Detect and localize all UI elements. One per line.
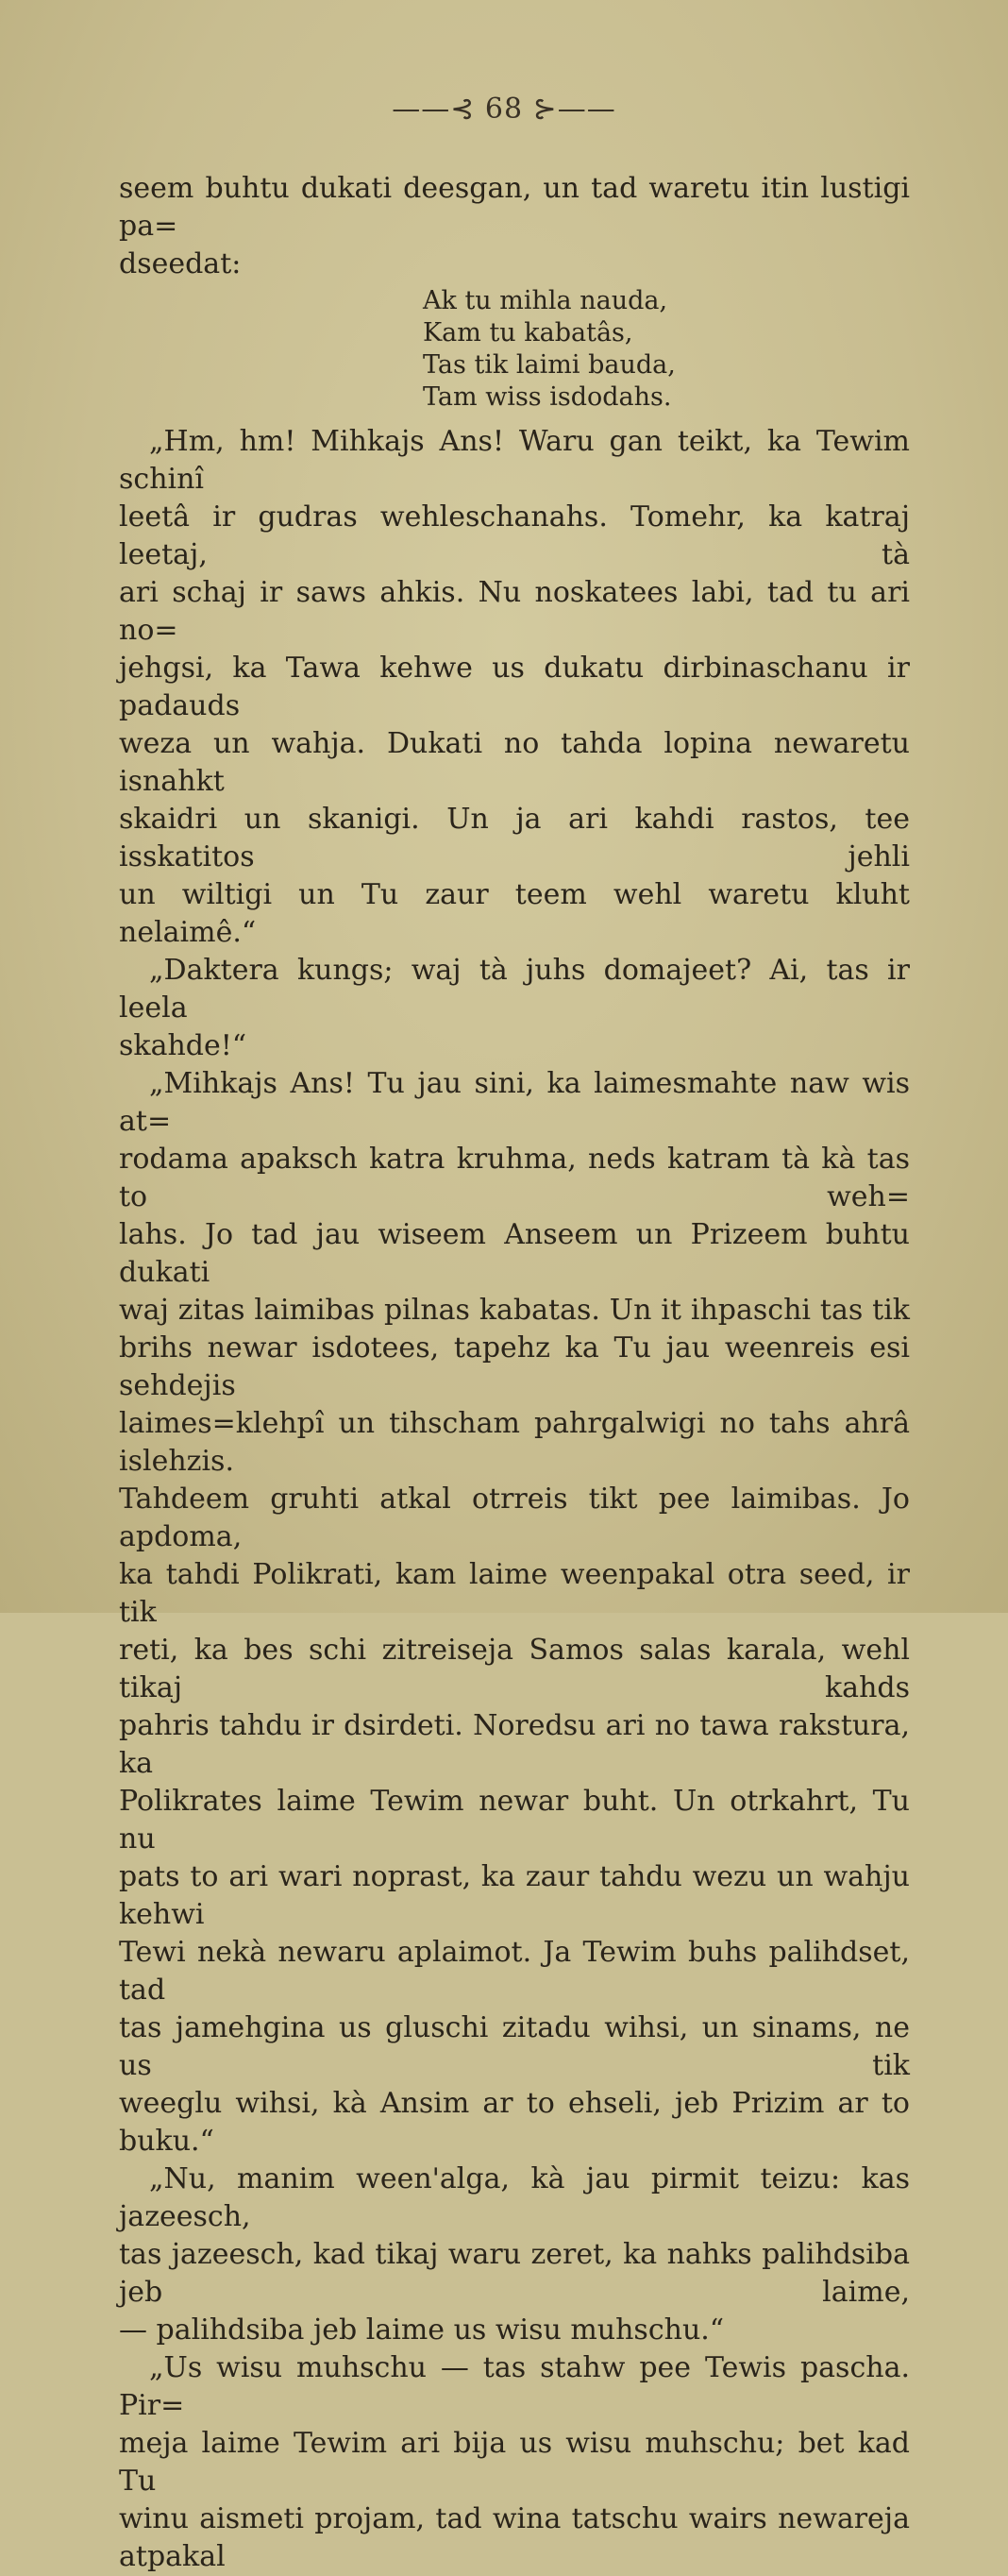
- text-line: „Mihkajs Ans! Tu jau sini, ka laimesmahte naw wis at=: [119, 1067, 910, 1138]
- verse-line: Tam wiss isdodahs.: [423, 382, 672, 412]
- text-line: Tahdeem gruhti atkal otrreis tikt pee laimibas. Jo apdoma,: [119, 1483, 910, 1553]
- text-line: laimes=klehpî un tihscham pahrgalwigi no tahs ahrâ islehzis.: [119, 1407, 910, 1478]
- text-line: pahris tahdu ir dsirdeti. Noredsu ari no tawa rakstura, ka: [119, 1709, 910, 1780]
- text-line: tas jazeesch, kad tikaj waru zeret, ka nahks palihdsiba jeb laime,: [119, 2238, 910, 2309]
- text-line: pats to ari wari noprast, ka zaur tahdu wezu un wahju kehwi: [119, 1860, 910, 1931]
- text-line: rodama apaksch katra kruhma, neds katram tà kà tas to weh=: [119, 1143, 910, 1213]
- text-line: weeglu wihsi, kà Ansim ar to ehseli, jeb Prizim ar to buku.“: [119, 2087, 910, 2158]
- text-line: winu aismeti projam, tad wina tatschu wairs newareja atpakal: [119, 2502, 910, 2573]
- text-line: ari schaj ir saws ahkis. Nu noskatees labi, tad tu ari no=: [119, 576, 910, 647]
- text-line: jehgsi, ka Tawa kehwe us dukatu dirbinaschanu ir padauds: [119, 652, 910, 722]
- text-line: „Nu, manim ween'alga, kà jau pirmit teizu: kas jazeesch,: [119, 2162, 910, 2233]
- verse-block: [423, 283, 910, 423]
- page-number: ——⊰ 68 ⊱——: [392, 93, 616, 126]
- text-line: reti, ka bes schi zitreiseja Samos salas karala, wehl tikaj kahds: [119, 1634, 910, 1704]
- paragraph: [119, 170, 910, 246]
- text-line: tas jamehgina us gluschi zitadu wihsi, un sinams, ne us tik: [119, 2011, 910, 2082]
- verse-line: Kam tu kabatâs,: [423, 318, 633, 347]
- text-line: waj zitas laimibas pilnas kabatas. Un it ihpaschi tas tik: [119, 1294, 910, 1327]
- text-line: lahs. Jo tad jau wiseem Anseem un Prizeem buhtu dukati: [119, 1218, 910, 1289]
- verse-line: Ak tu mihla nauda,: [423, 286, 668, 315]
- text-line: meja laime Tewim ari bija us wisu muhschu; bet kad Tu: [119, 2427, 910, 2498]
- verse-line: Tas tik laimi bauda,: [423, 350, 676, 380]
- paragraph: [119, 246, 910, 283]
- text-line: dseedat:: [119, 247, 242, 280]
- text-line: skaidri un skanigi. Un ja ari kahdi rastos, tee isskatitos jehli: [119, 803, 910, 873]
- text-line: Tewi nekà newaru aplaimot. Ja Tewim buhs palihdset, tad: [119, 1936, 910, 2007]
- text-line: — palihdsiba jeb laime us wisu muhschu.“: [119, 2313, 725, 2347]
- text-line: Polikrates laime Tewim newar buht. Un otrkahrt, Tu nu: [119, 1785, 910, 1856]
- text-line: brihs newar isdotees, tapehz ka Tu jau weenreis esi sehdejis: [119, 1331, 910, 1402]
- text-line: weza un wahja. Dukati no tahda lopina newaretu isnahkt: [119, 727, 910, 798]
- text-line: „Us wisu muhschu — tas stahw pee Tewis pascha. Pir=: [119, 2351, 910, 2422]
- text-line: ka tahdi Polikrati, kam laime weenpakal otra seed, ir tik: [119, 1558, 910, 1629]
- text-line: „Hm, hm! Mihkajs Ans! Waru gan teikt, ka Tewim schinî: [119, 425, 910, 496]
- text-line: „Daktera kungs; waj tà juhs domajeet? Ai, tas ir leela: [119, 954, 910, 1025]
- body-text: [119, 170, 910, 2576]
- text-line: un wiltigi un Tu zaur teem wehl waretu kluht nelaimê.“: [119, 878, 910, 949]
- text-line: skahde!“: [119, 1029, 247, 1062]
- text-line: leetâ ir gudras wehleschanahs. Tomehr, ka katraj leetaj, tà: [119, 500, 910, 571]
- text-line: seem buhtu dukati deesgan, un tad waretu itin lustigi pa=: [119, 172, 910, 243]
